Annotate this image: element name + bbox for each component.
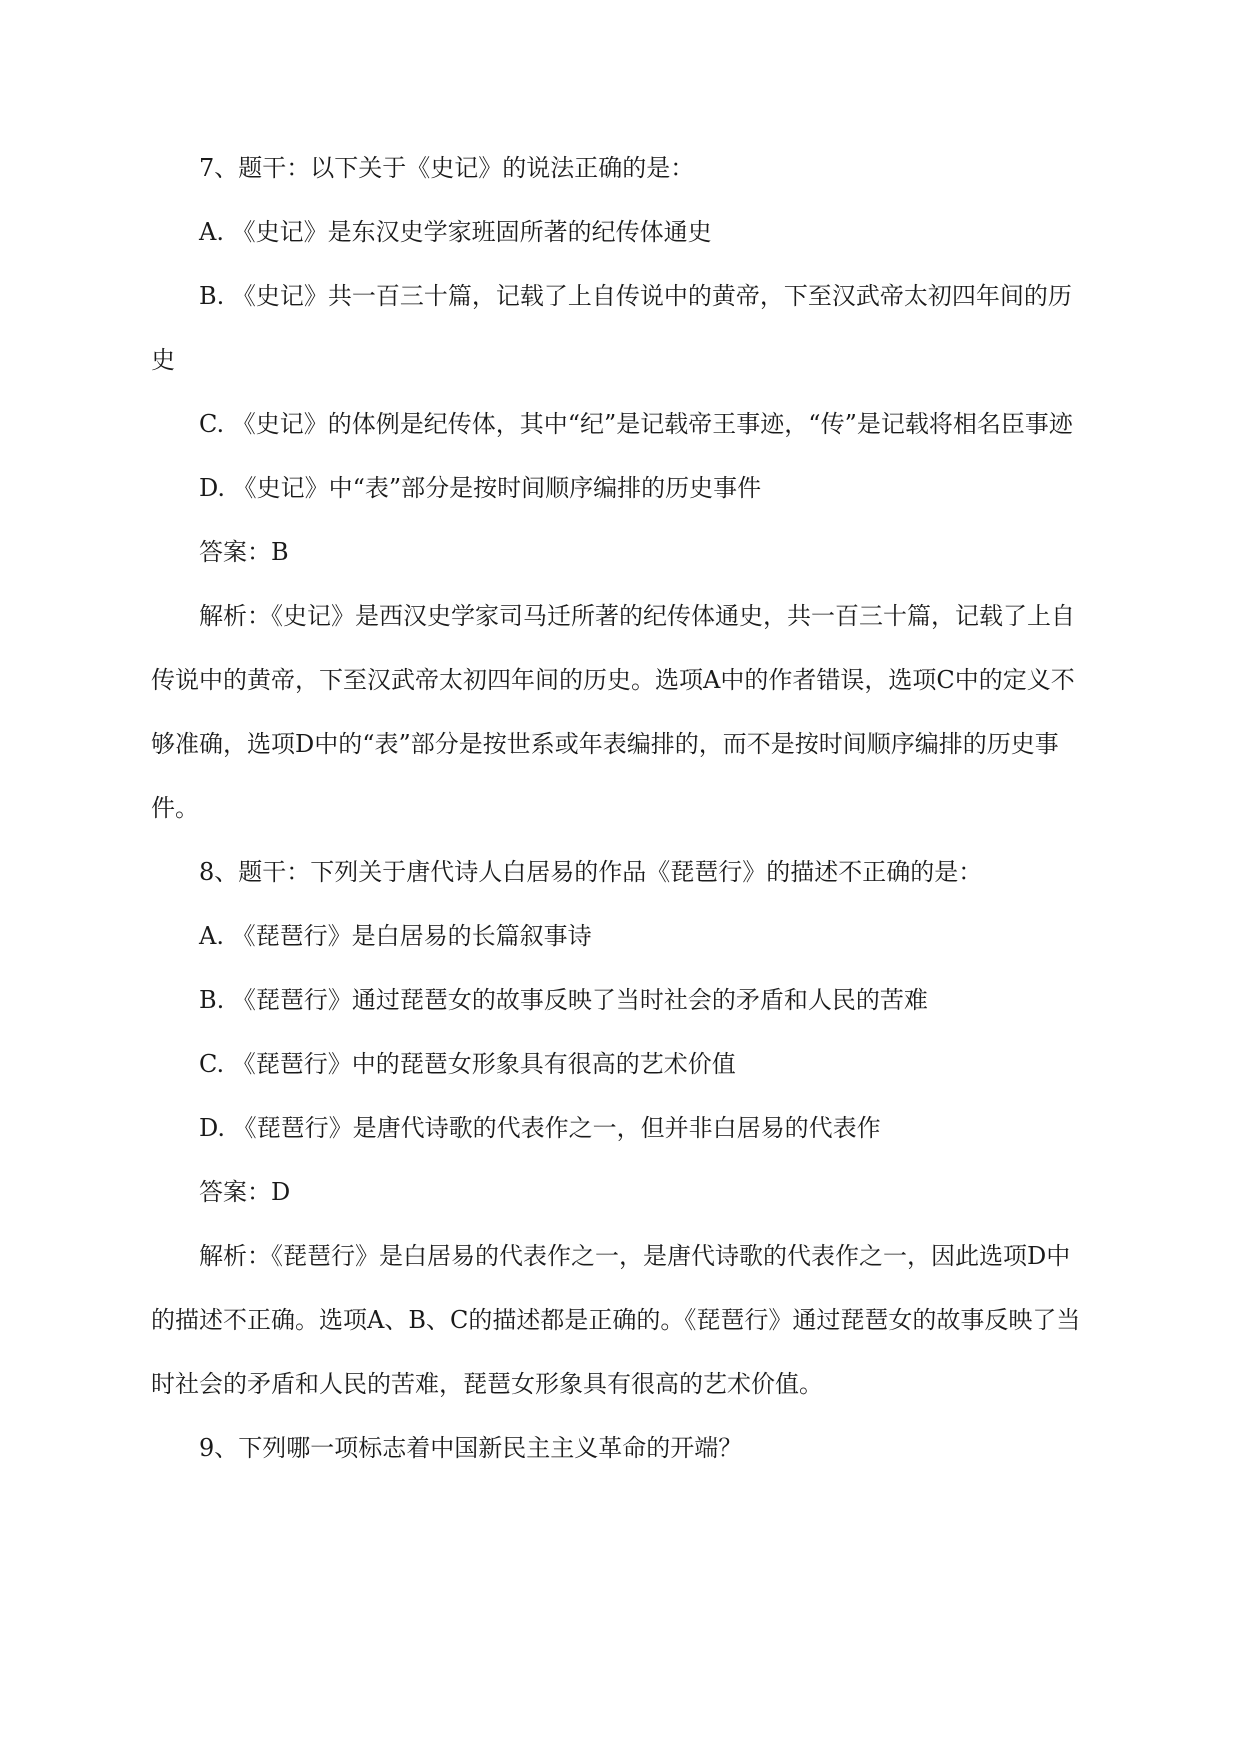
document-page xyxy=(151,136,1093,1480)
question-7-option-b: B. 《史记》共一百三十篇，记载了上自传说中的黄帝，下至汉武帝太初四年间的历史 xyxy=(151,282,1072,374)
question-8-option-c: C. 《琵琶行》中的琵琶女形象具有很高的艺术价值 xyxy=(199,1050,736,1078)
question-8-option-a: A. 《琵琶行》是白居易的长篇叙事诗 xyxy=(199,922,592,950)
question-8-stem: 8、题干：下列关于唐代诗人白居易的作品《琵琶行》的描述不正确的是： xyxy=(199,858,983,886)
question-8-analysis: 解析：《琵琶行》是白居易的代表作之一，是唐代诗歌的代表作之一，因此选项D中的描述不正确。选项A、B、C的描述都是正确的。《琵琶行》通过琵琶女的故事反映了当时社会的矛盾和人民的苦难，琵琶女形象具有很高的艺术价值。 xyxy=(151,1242,1081,1398)
question-7-stem: 7、题干：以下关于《史记》的说法正确的是： xyxy=(199,154,695,182)
question-8-option-d: D. 《琵琶行》是唐代诗歌的代表作之一，但并非白居易的代表作 xyxy=(199,1114,881,1142)
question-7-answer: 答案：B xyxy=(199,538,289,566)
question-7-option-a: A. 《史记》是东汉史学家班固所著的纪传体通史 xyxy=(199,218,712,246)
question-8-answer: 答案：D xyxy=(199,1178,291,1206)
question-9-stem: 9、下列哪一项标志着中国新民主主义革命的开端？ xyxy=(199,1434,743,1462)
question-8-option-b: B. 《琵琶行》通过琵琶女的故事反映了当时社会的矛盾和人民的苦难 xyxy=(199,986,928,1014)
question-7-analysis: 解析：《史记》是西汉史学家司马迁所著的纪传体通史，共一百三十篇，记载了上自传说中的黄帝，下至汉武帝太初四年间的历史。选项A中的作者错误，选项C中的定义不够准确，选项D中的“表”部分是按世系或年表编排的，而不是按时间顺序编排的历史事件。 xyxy=(151,602,1075,822)
question-7-option-c: C. 《史记》的体例是纪传体，其中“纪”是记载帝王事迹，“传”是记载将相名臣事迹 xyxy=(199,410,1073,438)
question-7-option-d: D. 《史记》中“表”部分是按时间顺序编排的历史事件 xyxy=(199,474,762,502)
